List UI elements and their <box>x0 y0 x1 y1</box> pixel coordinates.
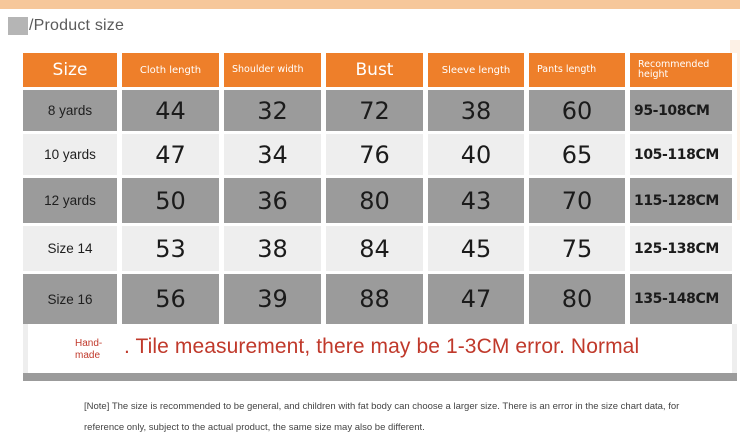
bust-cell: 80 <box>326 178 428 223</box>
pants-length-cell: 60 <box>529 90 630 131</box>
size-cell: Size 14 <box>23 226 122 271</box>
header-recommended-height: Recommended height <box>630 53 737 87</box>
recommended-height-cell: 125-138CM <box>630 226 737 271</box>
header-marker <box>8 17 28 35</box>
table-row <box>23 87 737 131</box>
table-bottom-bar <box>23 373 737 381</box>
size-cell: Size 16 <box>23 274 122 324</box>
bust-cell: 72 <box>326 90 428 131</box>
size-cell: 12 yards <box>23 178 122 223</box>
shoulder-width-cell: 39 <box>224 274 326 324</box>
measurement-note <box>28 324 732 373</box>
section-title: /Product size <box>29 17 125 34</box>
size-footnote: [Note] The size is recommended to be general, and children with fat body can choose a larger size. There is an error in the size chart data, for reference only, subject to the actual product, the same size may also be different. <box>84 401 680 433</box>
table-header-row <box>23 53 737 87</box>
header-cloth-length: Cloth length <box>122 53 224 87</box>
table-row <box>23 175 737 223</box>
header-pants-length: Pants length <box>529 53 630 87</box>
table-row <box>23 271 737 324</box>
shoulder-width-cell: 32 <box>224 90 326 131</box>
pants-length-cell: 80 <box>529 274 630 324</box>
measurement-note-band <box>23 324 737 373</box>
measurement-note-text: . Tile measurement, there may be 1-3CM error. Normal <box>124 335 640 358</box>
table-row <box>23 131 737 175</box>
recommended-height-cell: 95-108CM <box>630 90 737 131</box>
table-row <box>23 223 737 271</box>
header-shoulder-width: Shoulder width <box>224 53 326 87</box>
size-cell: 10 yards <box>23 134 122 175</box>
bust-cell: 84 <box>326 226 428 271</box>
cloth-length-cell: 56 <box>122 274 224 324</box>
cloth-length-cell: 47 <box>122 134 224 175</box>
sleeve-length-cell: 38 <box>428 90 529 131</box>
pants-length-cell: 70 <box>529 178 630 223</box>
cloth-length-cell: 44 <box>122 90 224 131</box>
recommended-height-cell: 105-118CM <box>630 134 737 175</box>
cloth-length-cell: 50 <box>122 178 224 223</box>
header-size: Size <box>23 53 122 87</box>
bust-cell: 88 <box>326 274 428 324</box>
sleeve-length-cell: 43 <box>428 178 529 223</box>
shoulder-width-cell: 34 <box>224 134 326 175</box>
size-cell: 8 yards <box>23 90 122 131</box>
sleeve-length-cell: 47 <box>428 274 529 324</box>
handmade-label: Hand-made <box>75 338 103 361</box>
size-chart-table <box>23 53 737 324</box>
sleeve-length-cell: 40 <box>428 134 529 175</box>
recommended-height-cell: 115-128CM <box>630 178 737 223</box>
sleeve-length-cell: 45 <box>428 226 529 271</box>
header-bust: Bust <box>326 53 428 87</box>
pants-length-cell: 75 <box>529 226 630 271</box>
recommended-height-cell: 135-148CM <box>630 274 737 324</box>
header-sleeve-length: Sleeve length <box>428 53 529 87</box>
shoulder-width-cell: 36 <box>224 178 326 223</box>
pants-length-cell: 65 <box>529 134 630 175</box>
shoulder-width-cell: 38 <box>224 226 326 271</box>
bust-cell: 76 <box>326 134 428 175</box>
section-header <box>8 15 124 37</box>
cloth-length-cell: 53 <box>122 226 224 271</box>
top-decor-band <box>0 0 740 9</box>
